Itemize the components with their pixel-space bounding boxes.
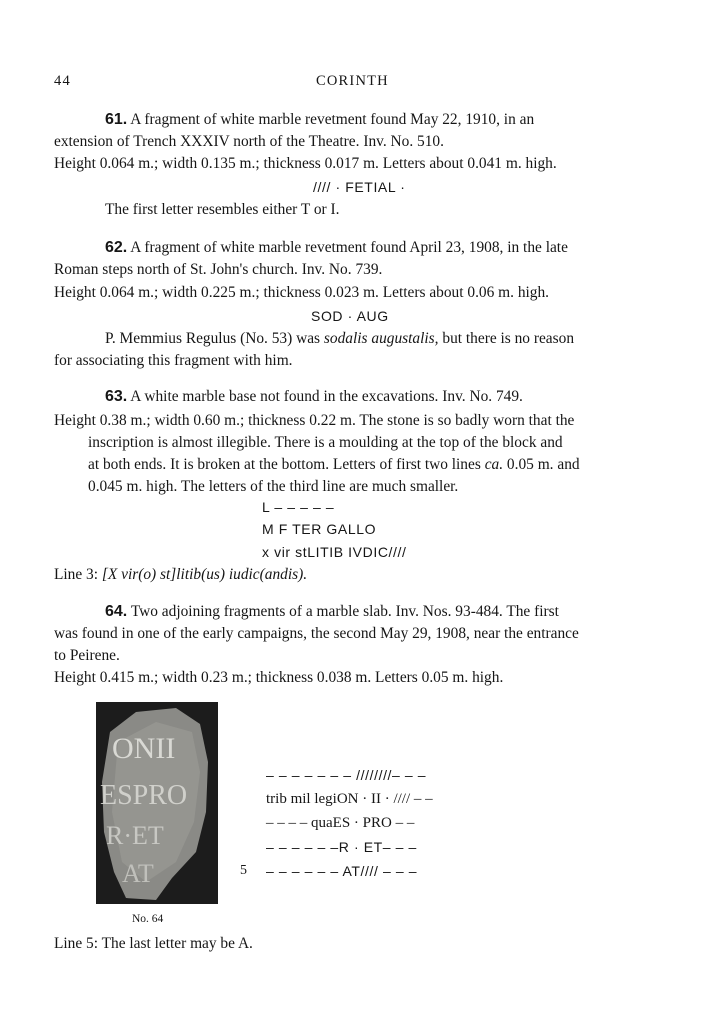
entry-63-line3-note [54,564,307,586]
entry-61-inscription: //// · FETIAL · [313,179,406,195]
entry-64-line-marker: 5 [240,863,247,878]
entry-64-inscription-4: – – – – – –R · ET– – – [266,839,417,855]
entry-62-text-1: A fragment of white marble revetment found April 23, 1908, in the late [130,239,568,256]
entry-63-dim-3a: at both ends. It is broken at the bottom. Letters of first two lines [88,456,481,473]
entry-64-line-1 [105,601,559,623]
entry-63-line3-prefix: Line 3: [54,566,99,583]
entry-62-note-line-2: for associating this fragment with him. [54,352,293,369]
photo-caption: No. 64 [132,913,164,925]
entry-64-line-2: was found in one of the early campaigns, the second May 29, 1908, near the entrance [54,625,579,642]
entry-63-inscription-2: M F TER GALLO [262,521,377,537]
entry-62-line-1 [105,237,568,259]
entry-64-dimensions: Height 0.415 m.; width 0.23 m.; thickness 0.038 m. Letters 0.05 m. high. [54,669,504,686]
entry-63-inscription-3: x vir stLITIB IVDIC//// [262,544,407,560]
entry-64-inscription-2: trib mil legiON · II · //// – – [266,791,433,807]
entry-63-text-1: A white marble base not found in the excavations. Inv. No. 749. [130,388,523,405]
entry-62-note-line-1 [105,328,574,350]
entry-63-number: 63. [105,388,128,405]
entry-61-text-1: A fragment of white marble revetment found May 22, 1910, in an [130,111,535,128]
entry-64-note-text: The last letter may be A. [101,935,253,952]
entry-61-line-1 [105,109,534,131]
entry-63-line3-text: [X vir(o) st]litib(us) iudic(andis). [101,566,308,583]
entry-64-note [54,933,253,955]
entry-64-number: 64. [105,603,128,620]
photo-letters-3: R·ET [106,821,164,850]
entry-63-dimensions-1: Height 0.38 m.; width 0.60 m.; thickness 0.22 m. The stone is so badly worn that the [54,412,575,429]
entry-64-text-1: Two adjoining fragments of a marble slab. Inv. Nos. 93-484. The first [130,603,559,620]
entry-61-line-2: extension of Trench XXXIV north of the Theatre. Inv. No. 510. [54,133,444,150]
photo-letters-2: ESPRO [100,780,188,811]
running-title: CORINTH [316,73,389,89]
entry-63-inscription-1: L – – – – – [262,499,335,515]
page-number: 44 [54,73,71,89]
entry-64-inscription-1: – – – – – – – ////////– – – [266,767,427,783]
photo-letters-4: AT [122,859,154,888]
entry-63-dimensions-4: 0.045 m. high. The letters of the third line are much smaller. [88,478,459,495]
entry-62-note-a: P. Memmius Regulus (No. 53) was [105,330,321,347]
photo-letters-1: ONII [112,732,176,765]
entry-62-line-2: Roman steps north of St. John's church. Inv. No. 739. [54,261,383,278]
entry-63-line-1 [105,386,523,408]
entry-62-note-b: but there is no reason [442,330,575,347]
entry-62-inscription: SOD · AUG [311,308,389,324]
entry-63-ca: ca. [484,456,504,473]
entry-64-line-3: to Peirene. [54,647,120,664]
entry-62-note-italic: sodalis augustalis, [323,330,439,347]
entry-63-dimensions-3 [88,454,580,476]
entry-64-inscription-5: – – – – – – AT//// – – – [266,863,418,879]
entry-63-dimensions-2: inscription is almost illegible. There is a moulding at the top of the block and [88,434,563,451]
entry-61-note: The first letter resembles either T or I. [105,201,340,218]
entry-64-inscription-3: – – – – quaES · PRO – – [266,815,415,831]
entry-63-dim-3b: 0.05 m. and [506,456,580,473]
entry-61-number: 61. [105,111,128,128]
entry-62-dimensions: Height 0.064 m.; width 0.225 m.; thickness 0.023 m. Letters about 0.06 m. high. [54,284,550,301]
fragment-photo-image [96,702,218,904]
entry-61-dimensions: Height 0.064 m.; width 0.135 m.; thickness 0.017 m. Letters about 0.041 m. high. [54,155,557,172]
fragment-photo [96,702,218,904]
entry-62-number: 62. [105,239,128,256]
entry-64-note-prefix: Line 5: [54,935,99,952]
